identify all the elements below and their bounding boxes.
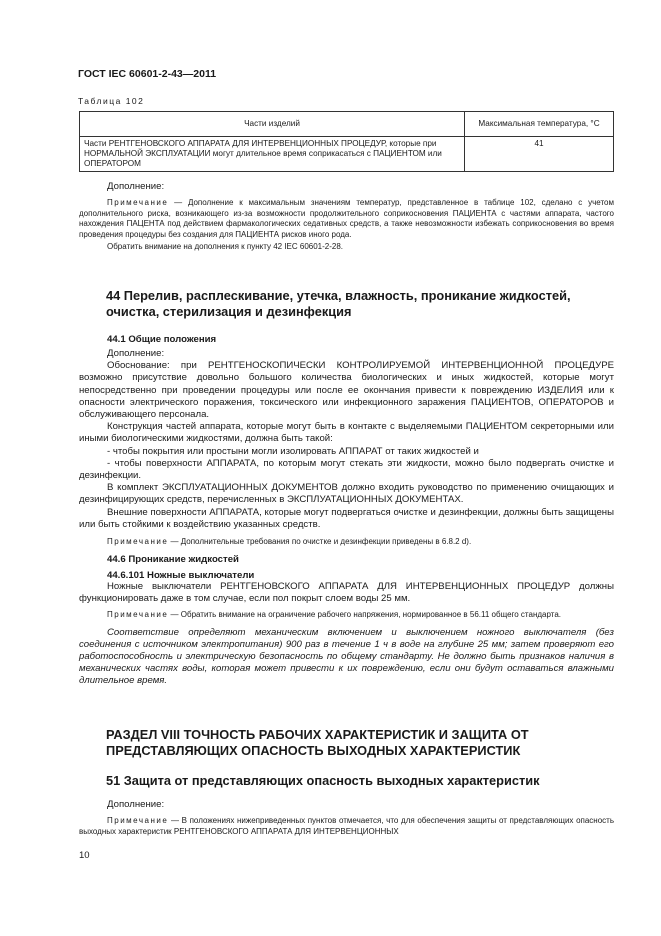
table-note-block <box>79 181 614 252</box>
section-51-body <box>79 799 614 837</box>
note-label: Примечание <box>107 198 169 208</box>
bullet-covers: - чтобы покрытия или простыни могли изолировать АППАРАТ от таких жидкостей и <box>107 445 479 457</box>
section-44-title: 44 Перелив, расплескивание, утечка, влажность, проникание жидкостей, очистка, стерилизация и дезинфекция <box>106 288 571 319</box>
table-cell-temp: 41 <box>465 137 614 172</box>
bullet-surfaces: - чтобы поверхности АППАРАТА, по которым могут стекать эти жидкости, можно было подвергать очистке и дезинфекции. <box>79 457 614 482</box>
note-label: Примечание <box>107 537 169 547</box>
subsection-44-6-101: 44.6.101 Ножные выключатели <box>107 569 255 581</box>
note-text: — Дополнительные требования по очистке и дезинфекции приведены в 6.8.2 d). <box>168 537 472 547</box>
subsection-44-6: 44.6 Проникание жидкостей <box>107 553 239 565</box>
paragraph-design: Конструкция частей аппарата, которые могут быть в контакте с выделяемыми ПАЦИЕНТОМ секреторными или иными биологическими жидкостями, должна быть такой: <box>79 421 614 445</box>
paragraph-rationale: Обоснование: при РЕНТГЕНОСКОПИЧЕСКИ КОНТРОЛИРУЕМОЙ ИНТЕРВЕНЦИОННОЙ ПРОЦЕДУРЕ возможно присутствие довольно большого количества биологических и иных жидкостей, которые могут непосредственно при проведении процедуры или после ее окончания привести к повреждению ИЗДЕЛИЯ или к опасности электрического поражения, токсического или инфекционного заражения ПАЦИЕНТОВ, ОПЕРАТОРОВ и обслуживающего персонала. <box>79 360 614 421</box>
table-header-parts: Части изделий <box>80 112 465 137</box>
table-header-max-temp: Максимальная температура, °С <box>465 112 614 137</box>
addition-label-44: Дополнение: <box>107 348 165 359</box>
section-44-body <box>79 334 614 688</box>
addition-label-51: Дополнение: <box>107 799 165 810</box>
paragraph-documents: В комплект ЭКСПЛУАТАЦИОННЫХ ДОКУМЕНТОВ должно входить руководство по применению очищающих и дезинфицирующих средств, перечисленных в ЭКСПЛУАТАЦИОННЫХ ДОКУМЕНТАХ. <box>79 482 614 506</box>
page-number: 10 <box>79 850 90 861</box>
paragraph-foot-switches: Ножные выключатели РЕНТГЕНОВСКОГО АППАРАТА ДЛЯ ИНТЕРВЕНЦИОННЫХ ПРОЦЕДУР должны функционировать даже в том случае, если пол покрыт слоем воды 25 мм. <box>79 580 614 604</box>
section-8-title: РАЗДЕЛ VIII ТОЧНОСТЬ РАБОЧИХ ХАРАКТЕРИСТИК И ЗАЩИТА ОТ ПРЕДСТАВЛЯЮЩИХ ОПАСНОСТЬ ВЫХОДНЫХ ХАРАКТЕРИСТИК <box>106 727 529 758</box>
note-51 <box>79 816 614 837</box>
note-label: Примечание <box>107 816 169 826</box>
subsection-44-1: 44.1 Общие положения <box>107 334 217 345</box>
paragraph-surfaces: Внешние поверхности АППАРАТА, которые могут подвергаться очистке и дезинфекции, должны быть защищены или быть стойкими к воздействию указанных средств. <box>79 506 614 530</box>
table-102 <box>79 111 614 172</box>
section-51-title: 51 Защита от представляющих опасность выходных характеристик <box>106 773 540 788</box>
note-label: Примечание <box>107 610 169 620</box>
see-reference: Обратить внимание на дополнения к пункту 42 IEC 60601-2-28. <box>107 241 344 251</box>
note-text: — Обратить внимание на ограничение рабочего напряжения, нормированное в 56.11 общего стандарта. <box>168 610 562 620</box>
document-header: ГОСТ IEC 60601-2-43—2011 <box>78 68 217 80</box>
table-cell-parts: Части РЕНТГЕНОВСКОГО АППАРАТА ДЛЯ ИНТЕРВЕНЦИОННЫХ ПРОЦЕДУР, которые при НОРМАЛЬНОЙ ЭКСПЛУАТАЦИИ могут длительное время соприкасаться с ПАЦИЕНТОМ или ОПЕРАТОРОМ <box>80 137 465 172</box>
compliance-paragraph: Соответствие определяют механическим включением и выключением ножного выключателя (без соединения с источником электропитания) 900 раз в течение 1 ч в воде на глубине 25 мм; затем проверяют его работоспособность и электрическую безопасность по общему стандарту. Не должно быть признаков наличия в механических частях воды, которая может привести к их повреждению, если они будут оставаться влажными длительное время. <box>79 626 614 687</box>
table-caption: Таблица 102 <box>78 96 145 106</box>
note-text: — Дополнение к максимальным значениям температур, представленное в таблице 102, сделано с учетом дополнительного риска, возникающего из-за возможности продолжительного соприкосновения ПАЦИЕНТА с частями аппарата, частого нахождения ПАЦЕНТА под действием фармакологических седативных средств, а также невозможности избежать соприкосновения во время проведения процедуры без создания для ПАЦИЕНТА рисков иного рода. <box>79 198 614 239</box>
note-paragraph <box>79 198 614 240</box>
note-text: — В положениях нижеприведенных пунктов отмечается, что для обеспечения защиты от представляющих опасность выходных характеристик РЕНТГЕНОВСКОГО АППАРАТА ДЛЯ ИНТЕРВЕНЦИОННЫХ <box>79 816 614 836</box>
note-voltage <box>79 610 614 621</box>
addition-label: Дополнение: <box>107 181 165 192</box>
note-cleaning <box>79 537 614 548</box>
